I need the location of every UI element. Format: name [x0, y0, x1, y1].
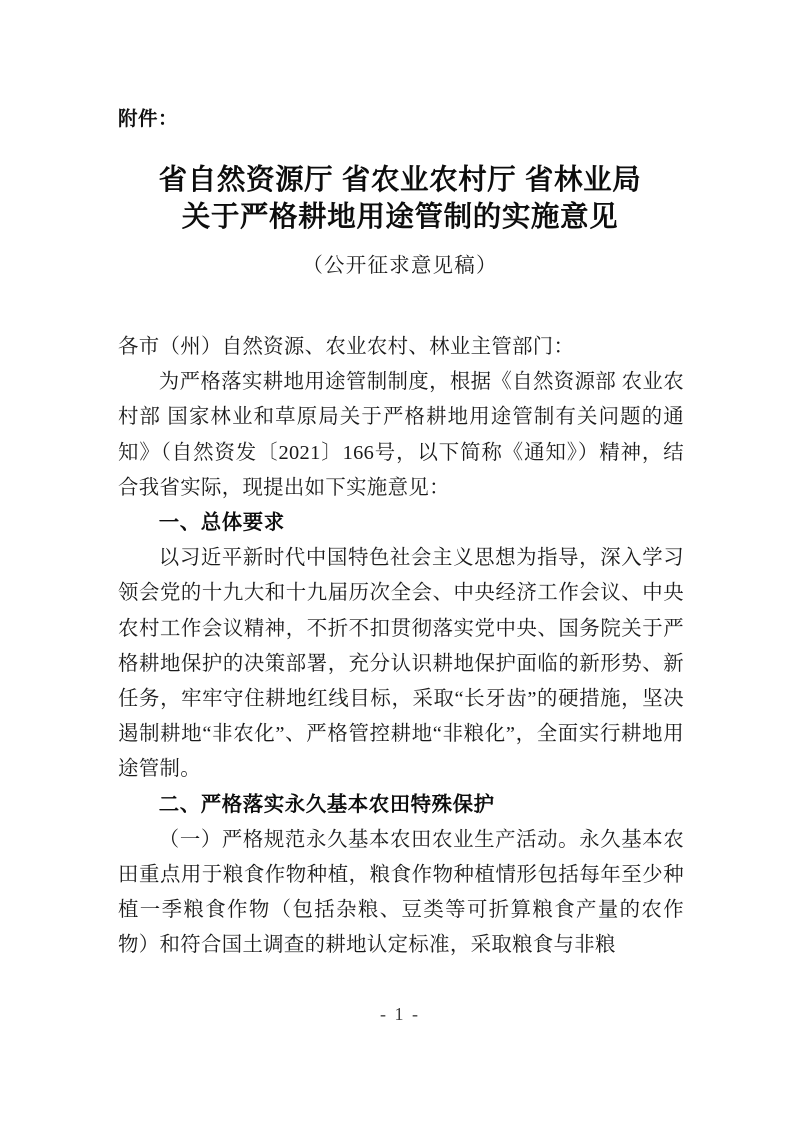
- page-number: - 1 -: [380, 1004, 420, 1024]
- document-title-line-1: 省自然资源厅 省农业农村厅 省林业局: [158, 164, 642, 196]
- document-body: [118, 330, 684, 964]
- attachment-label: 附件：: [118, 108, 179, 130]
- preamble-paragraph: 为严格落实耕地用途管制制度，根据《自然资源部 农业农村部 国家林业和草原局关于严格耕地用途管制有关问题的通知》（自然资发〔2021〕166号，以下简称《通知》）精神，结合我省实际，现提出如下实施意见：: [118, 371, 684, 499]
- document-title-block: [118, 162, 682, 278]
- section-1-paragraph-1: 以习近平新时代中国特色社会主义思想为指导，深入学习领会党的十九大和十九届历次全会、中央经济工作会议、中央农村工作会议精神，不折不扣贯彻落实党中央、国务院关于严格耕地保护的决策部署，充分认识耕地保护面临的新形势、新任务，牢牢守住耕地红线目标，采取“长牙齿”的硬措施，坚决遏制耕地“非农化”、严格管控耕地“非粮化”，全面实行耕地用途管制。: [118, 547, 684, 781]
- document-subtitle: （公开征求意见稿）: [302, 255, 498, 277]
- addressee-line: 各市（州）自然资源、农业农村、林业主管部门：: [118, 336, 575, 358]
- section-2-paragraph-1: （一）严格规范永久基本农田农业生产活动。永久基本农田重点用于粮食作物种植，粮食作物种植情形包括每年至少种植一季粮食作物（包括杂粮、豆类等可折算粮食产量的农作物）和符合国土调查的耕地认定标准，采取粮食与非粮: [118, 828, 684, 957]
- document-title-line-2: 关于严格耕地用途管制的实施意见: [181, 201, 619, 233]
- section-heading-2: 二、严格落实永久基本农田特殊保护: [158, 793, 495, 816]
- section-heading-1: 一、总体要求: [158, 512, 285, 535]
